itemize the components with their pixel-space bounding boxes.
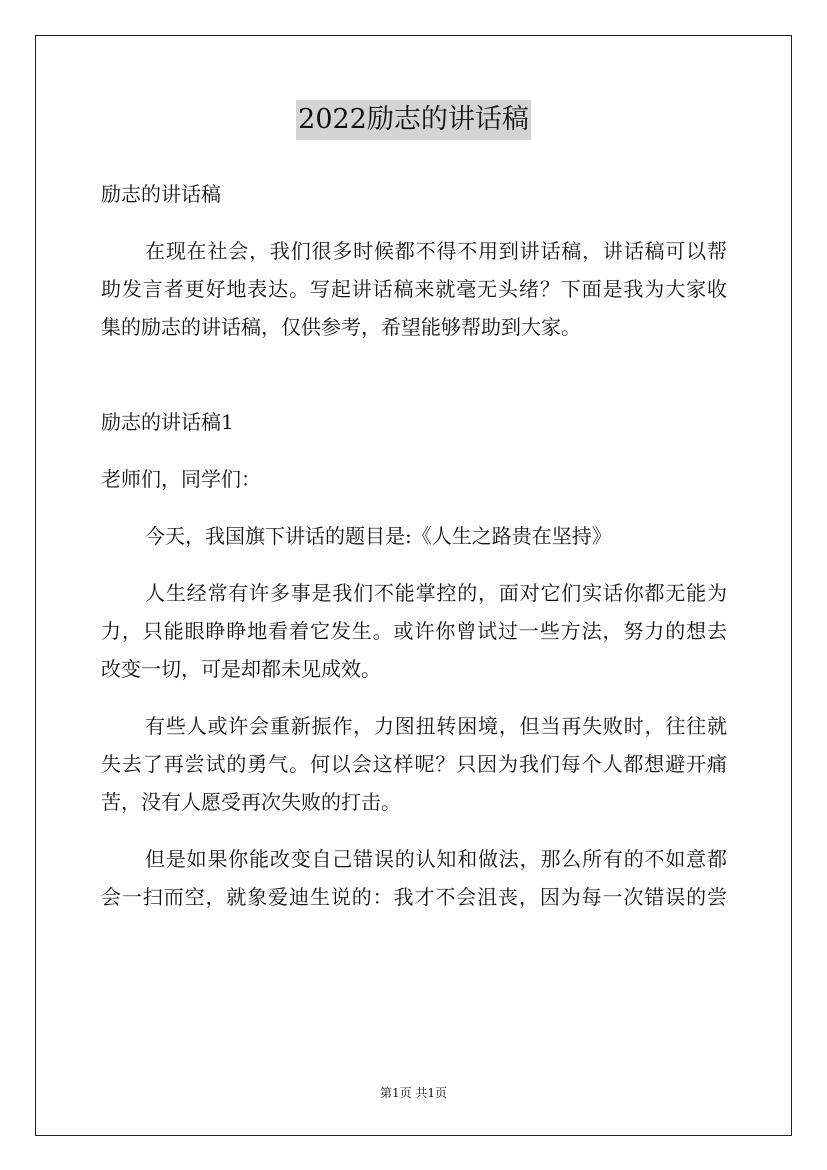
paragraph-line: 助发言者更好地表达。写起讲话稿来就毫无头绪？下面是我为大家收 [101,277,727,301]
page-footer: 第1页 共1页 [379,1086,448,1100]
document-title: 2022励志的讲话稿 [296,100,531,140]
paragraph-line: 今天，我国旗下讲话的题目是:《人生之路贵在坚持》 [145,524,612,548]
intro-paragraph [101,232,727,346]
paragraph-line: 集的励志的讲话稿，仅供参考，希望能够帮助到大家。 [101,315,581,339]
paragraph-line: 苦，没有人愿受再次失败的打击。 [101,790,401,814]
paragraph-line: 失去了再尝试的勇气。何以会这样呢？只因为我们每个人都想避开痛 [101,752,727,776]
document-subtitle: 励志的讲话稿 [101,182,221,206]
title-wrap [0,100,827,140]
paragraph-line: 改变一切，可是却都未见成效。 [101,657,381,681]
spacer [101,365,727,403]
paragraph-1 [101,517,727,555]
paragraph-line: 在现在社会，我们很多时候都不得不用到讲话稿，讲话稿可以帮 [145,239,727,263]
section-heading: 励志的讲话稿1 [101,410,234,434]
paragraph-3 [101,707,727,821]
paragraph-2 [101,574,727,688]
paragraph-line: 人生经常有许多事是我们不能掌控的，面对它们实话你都无能为 [145,581,727,605]
paragraph-line: 但是如果你能改变自己错误的认知和做法，那么所有的不如意都 [145,847,727,871]
salutation: 老师们，同学们： [101,467,261,491]
paragraph-line: 有些人或许会重新振作，力图扭转困境，但当再失败时，往往就 [145,714,727,738]
document-body [101,175,727,935]
paragraph-line: 会一扫而空，就象爱迪生说的：我才不会沮丧，因为每一次错误的尝 [101,885,727,909]
paragraph-4 [101,840,727,916]
paragraph-line: 力，只能眼睁睁地看着它发生。或许你曾试过一些方法，努力的想去 [101,619,727,643]
